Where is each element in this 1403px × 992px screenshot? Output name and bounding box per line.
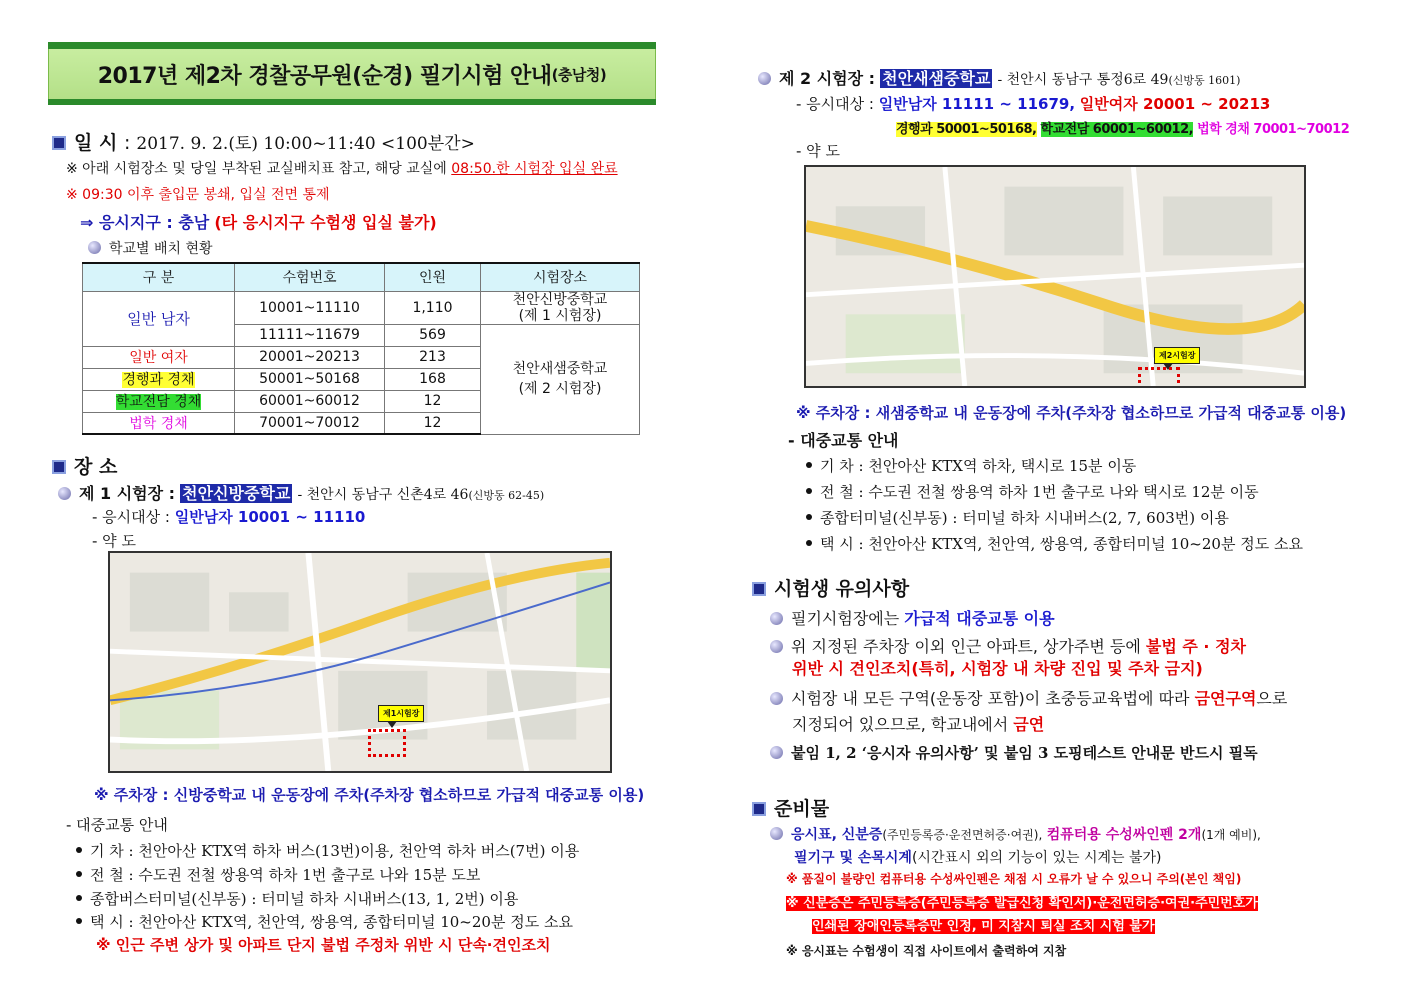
count-cell: 1,110 bbox=[385, 291, 481, 324]
site2-target-label: - 응시대상 : bbox=[796, 95, 874, 113]
district-prefix: ⇒ 응시지구 : 충남 bbox=[80, 213, 210, 232]
place-cell bbox=[481, 324, 640, 434]
note-highlight: ※ 신분증은 주민등록증(주민등록증 발급신청 확인서)·운전면허증·여권·주민번호가 bbox=[786, 896, 1258, 911]
site2-label: 제 2 시험장 : bbox=[779, 69, 876, 88]
section-square-icon bbox=[752, 582, 766, 596]
list-item bbox=[76, 911, 573, 932]
bullet-icon bbox=[806, 488, 812, 494]
site2-map[interactable] bbox=[804, 165, 1306, 388]
site2-target-school: 학교전담 60001~60012, bbox=[1040, 122, 1194, 137]
number-cell: 10001~11110 bbox=[235, 291, 385, 324]
site2-address: - 천안시 동남구 통정6로 49 bbox=[997, 72, 1169, 88]
site1-school: 천안신방중학교 bbox=[182, 484, 291, 503]
list-item bbox=[806, 481, 1259, 502]
count-cell: 12 bbox=[385, 412, 481, 434]
supplies-note-2a bbox=[786, 892, 1258, 911]
site1-pin: 제1시험장 bbox=[378, 705, 424, 722]
site2-target-female: 일반여자 20001 ~ 20213 bbox=[1079, 95, 1271, 113]
supplies-heading bbox=[752, 794, 829, 821]
category-cell bbox=[83, 368, 235, 390]
precaution-text: 으로 bbox=[1256, 689, 1288, 708]
site1-marker-box bbox=[368, 729, 406, 757]
precaution-text: 필기시험장에는 bbox=[791, 609, 900, 628]
number-cell: 11111~11679 bbox=[235, 324, 385, 346]
supplies-note-1: ※ 품질이 불량인 컴퓨터용 수성싸인펜은 채점 시 오류가 날 수 있으니 주의(본인 책임) bbox=[786, 872, 1242, 886]
schedule-note-1 bbox=[66, 158, 618, 178]
supply-tools: 필기구 및 손목시계 bbox=[794, 850, 912, 866]
count-cell: 168 bbox=[385, 368, 481, 390]
site2-address-sub: (신방동 1601) bbox=[1168, 74, 1241, 87]
number-cell: 60001~60012 bbox=[235, 390, 385, 412]
allocation-table bbox=[82, 262, 640, 435]
title-main: 2017년 제2차 경찰공무원(순경) 필기시험 안내 bbox=[97, 63, 552, 89]
allocation-heading bbox=[88, 238, 213, 258]
bullet-dot-icon bbox=[58, 487, 71, 500]
bullet-dot-icon bbox=[770, 692, 783, 705]
precaution-highlight: 금연구역 bbox=[1194, 689, 1257, 708]
list-item bbox=[76, 840, 579, 861]
table-header: 인원 bbox=[385, 263, 481, 291]
transit-text: 종합터미널(신부동) : 터미널 하차 시내버스(2, 7, 603번) 이용 bbox=[820, 509, 1229, 527]
count-cell: 213 bbox=[385, 346, 481, 368]
table-header: 시험장소 bbox=[481, 263, 640, 291]
bullet-dot-icon bbox=[770, 640, 783, 653]
site1-map[interactable] bbox=[108, 551, 612, 773]
table-row bbox=[83, 291, 640, 324]
bullet-icon bbox=[76, 871, 82, 877]
place-name: 천안새샘중학교 bbox=[512, 361, 608, 377]
table-header-row bbox=[83, 263, 640, 291]
site2-marker-box bbox=[1138, 367, 1180, 388]
site2-school: 천안새샘중학교 bbox=[882, 69, 991, 88]
precaution-item-1 bbox=[770, 606, 1055, 629]
site1-address-sub: (신방동 62-45) bbox=[468, 489, 545, 502]
transit-text: 기 차 : 천안아산 KTX역 하차 버스(13번)이용, 천안역 하차 버스(7번) 이용 bbox=[90, 842, 580, 860]
site2-pin: 제2시험장 bbox=[1154, 347, 1200, 364]
number-cell: 20001~20213 bbox=[235, 346, 385, 368]
title-bar-top bbox=[48, 42, 656, 49]
supplies-note-3: ※ 응시표는 수험생이 직접 사이트에서 출력하여 지참 bbox=[786, 944, 1067, 958]
site2-target-police: 경행과 50001~50168, bbox=[896, 122, 1037, 137]
site1-parking: ※ 주차장 : 신방중학교 내 운동장에 주차(주차장 협소하므로 가급적 대중교통 이용) bbox=[94, 786, 645, 804]
section-square-icon bbox=[752, 802, 766, 816]
title-banner bbox=[48, 42, 656, 106]
list-item bbox=[806, 507, 1229, 528]
bullet-icon bbox=[806, 462, 812, 468]
precaution-item-3-line2 bbox=[792, 712, 1044, 735]
category-cell: 일반 여자 bbox=[83, 346, 235, 368]
precaution-text: 지정되어 있으므로, 학교내에서 bbox=[792, 715, 1009, 734]
category-highlight: 학교전담 경채 bbox=[115, 394, 202, 410]
precaution-text: 시험장 내 모든 구역(운동장 포함)이 초중등교육법에 따라 bbox=[791, 689, 1190, 708]
district-line bbox=[80, 210, 437, 233]
transit-text: 종합버스터미널(신부동) : 터미널 하차 시내버스(13, 1, 2번) 이용 bbox=[90, 890, 519, 908]
site1-target bbox=[92, 506, 365, 527]
count-cell: 12 bbox=[385, 390, 481, 412]
bullet-icon bbox=[806, 514, 812, 520]
category-cell: 법학 경채 bbox=[83, 412, 235, 434]
precaution-highlight: 가급적 대중교통 이용 bbox=[904, 609, 1055, 628]
bullet-dot-icon bbox=[770, 746, 783, 759]
bullet-icon bbox=[76, 847, 82, 853]
section-square-icon bbox=[52, 136, 66, 150]
site2-target-male: 일반남자 11111 ~ 11679, bbox=[878, 95, 1076, 113]
supplies-line-1 bbox=[770, 824, 1261, 844]
site2-transit-title: - 대중교통 안내 bbox=[788, 431, 899, 450]
supplies-label: 준비물 bbox=[774, 798, 830, 820]
place-cell bbox=[481, 291, 640, 324]
schedule-heading: 일 시 : 2017. 9. 2.(토) 10:00~11:40 <100분간> bbox=[52, 128, 475, 155]
title-bar-bottom bbox=[48, 99, 656, 105]
site1-map-label: - 약 도 bbox=[92, 532, 136, 550]
supplies-note-2b bbox=[812, 915, 1155, 934]
site2-line bbox=[758, 66, 1240, 89]
note1-highlight: 08:50.한 시험장 입실 완료 bbox=[451, 161, 618, 177]
note-highlight: 인쇄된 장애인등록증만 인정, 미 지참시 퇴실 조치 시험 불가 bbox=[812, 919, 1155, 934]
bullet-icon bbox=[806, 540, 812, 546]
site2-parking: ※ 주차장 : 새샘중학교 내 운동장에 주차(주차장 협소하므로 가급적 대중교통 이용) bbox=[796, 404, 1347, 422]
precaution-text: 붙임 1, 2 ‘응시자 유의사항’ 및 붙임 3 도핑테스트 안내문 반드시 필독 bbox=[791, 744, 1258, 762]
place-name: 천안신방중학교 bbox=[512, 291, 608, 308]
list-item bbox=[76, 864, 480, 885]
count-cell: 569 bbox=[385, 324, 481, 346]
precautions-heading bbox=[752, 574, 909, 601]
transit-text: 택 시 : 천안아산 KTX역, 천안역, 쌍용역, 종합터미널 10~20분 정도 소요 bbox=[820, 535, 1303, 553]
category-highlight: 경행과 경채 bbox=[122, 372, 195, 388]
bullet-icon bbox=[76, 895, 82, 901]
bullet-dot-icon bbox=[88, 241, 101, 254]
transit-text: 전 철 : 수도권 전철 쌍용역 하차 1번 출구로 나와 택시로 12분 이동 bbox=[820, 483, 1259, 501]
title-sub: (충남청) bbox=[551, 65, 607, 84]
site1-label: 제 1 시험장 : bbox=[79, 484, 176, 503]
note1-prefix: ※ 아래 시험장소 및 당일 부착된 교실배치표 참고, 해당 교실에 bbox=[66, 161, 447, 177]
precaution-item-2 bbox=[770, 634, 1246, 657]
list-item bbox=[76, 888, 518, 909]
transit-text: 기 차 : 천안아산 KTX역 하차, 택시로 15분 이동 bbox=[820, 457, 1137, 475]
precaution-item-3 bbox=[770, 686, 1287, 709]
site2-target bbox=[796, 93, 1270, 114]
table-header: 구 분 bbox=[83, 263, 235, 291]
site1-line bbox=[58, 481, 544, 504]
location-label: 장 소 bbox=[74, 456, 118, 478]
supply-watch-note: (시간표시 외의 기능이 있는 시계는 불가) bbox=[911, 850, 1162, 866]
site1-target-label: - 응시대상 : bbox=[92, 508, 170, 526]
site2-target-special bbox=[896, 118, 1349, 137]
supply-admission: 응시표, 신분증 bbox=[791, 827, 883, 843]
number-cell: 70001~70012 bbox=[235, 412, 385, 434]
precaution-item-2-line2: 위반 시 견인조치(특히, 시험장 내 차량 진입 및 주차 금지) bbox=[792, 659, 1203, 678]
precaution-highlight: 불법 주 · 정차 bbox=[1145, 637, 1246, 656]
bullet-dot-icon bbox=[770, 827, 783, 840]
site1-warning: ※ 인근 주변 상가 및 아파트 단지 불법 주정차 위반 시 단속·견인조치 bbox=[96, 936, 551, 954]
schedule-label: 일 시 bbox=[74, 132, 118, 154]
location-heading bbox=[52, 452, 117, 479]
site2-target-law: 법학 경채 70001~70012 bbox=[1197, 122, 1350, 137]
district-warning: (타 응시지구 수험생 입실 불가) bbox=[214, 213, 437, 232]
supplies-line-2 bbox=[794, 847, 1162, 867]
place-sub: (제 2 시험장) bbox=[518, 381, 602, 397]
map-graphic bbox=[110, 553, 610, 771]
supply-pen: 컴퓨터용 수성싸인펜 2개 bbox=[1046, 827, 1202, 843]
list-item bbox=[806, 455, 1136, 476]
schedule-note-2: ※ 09:30 이후 출입문 봉쇄, 입실 전면 통제 bbox=[66, 187, 330, 203]
site1-target-value: 일반남자 10001 ~ 11110 bbox=[174, 508, 366, 526]
transit-text: 전 철 : 수도권 전철 쌍용역 하차 1번 출구로 나와 15분 도보 bbox=[90, 866, 481, 884]
precaution-text: 위 지정된 주차장 이외 인근 아파트, 상가주변 등에 bbox=[791, 637, 1141, 656]
precautions-label: 시험생 유의사항 bbox=[774, 578, 910, 600]
allocation-title: 학교별 배치 현황 bbox=[109, 241, 213, 257]
table-header: 수험번호 bbox=[235, 263, 385, 291]
site1-address: - 천안시 동남구 신촌4로 46 bbox=[297, 487, 469, 503]
bullet-dot-icon bbox=[770, 612, 783, 625]
transit-text: 택 시 : 천안아산 KTX역, 천안역, 쌍용역, 종합터미널 10~20분 정도 소요 bbox=[90, 913, 573, 931]
bullet-icon bbox=[76, 918, 82, 924]
supply-id-detail: (주민등록증·운전면허증·여권), bbox=[882, 828, 1043, 842]
category-cell: 일반 남자 bbox=[83, 291, 235, 346]
precaution-item-4 bbox=[770, 742, 1258, 763]
map-graphic bbox=[806, 167, 1304, 386]
page-title bbox=[48, 49, 656, 99]
list-item bbox=[806, 533, 1303, 554]
bullet-dot-icon bbox=[758, 72, 771, 85]
supply-pen-detail: (1개 예비), bbox=[1201, 828, 1261, 842]
category-cell bbox=[83, 390, 235, 412]
site1-transit-title: - 대중교통 안내 bbox=[66, 816, 168, 834]
site2-map-label: - 약 도 bbox=[796, 142, 840, 160]
schedule-value: 2017. 9. 2.(토) 10:00~11:40 <100분간> bbox=[136, 134, 475, 154]
number-cell: 50001~50168 bbox=[235, 368, 385, 390]
place-sub: (제 1 시험장) bbox=[518, 307, 602, 324]
precaution-highlight: 금연 bbox=[1013, 715, 1045, 734]
section-square-icon bbox=[52, 460, 66, 474]
